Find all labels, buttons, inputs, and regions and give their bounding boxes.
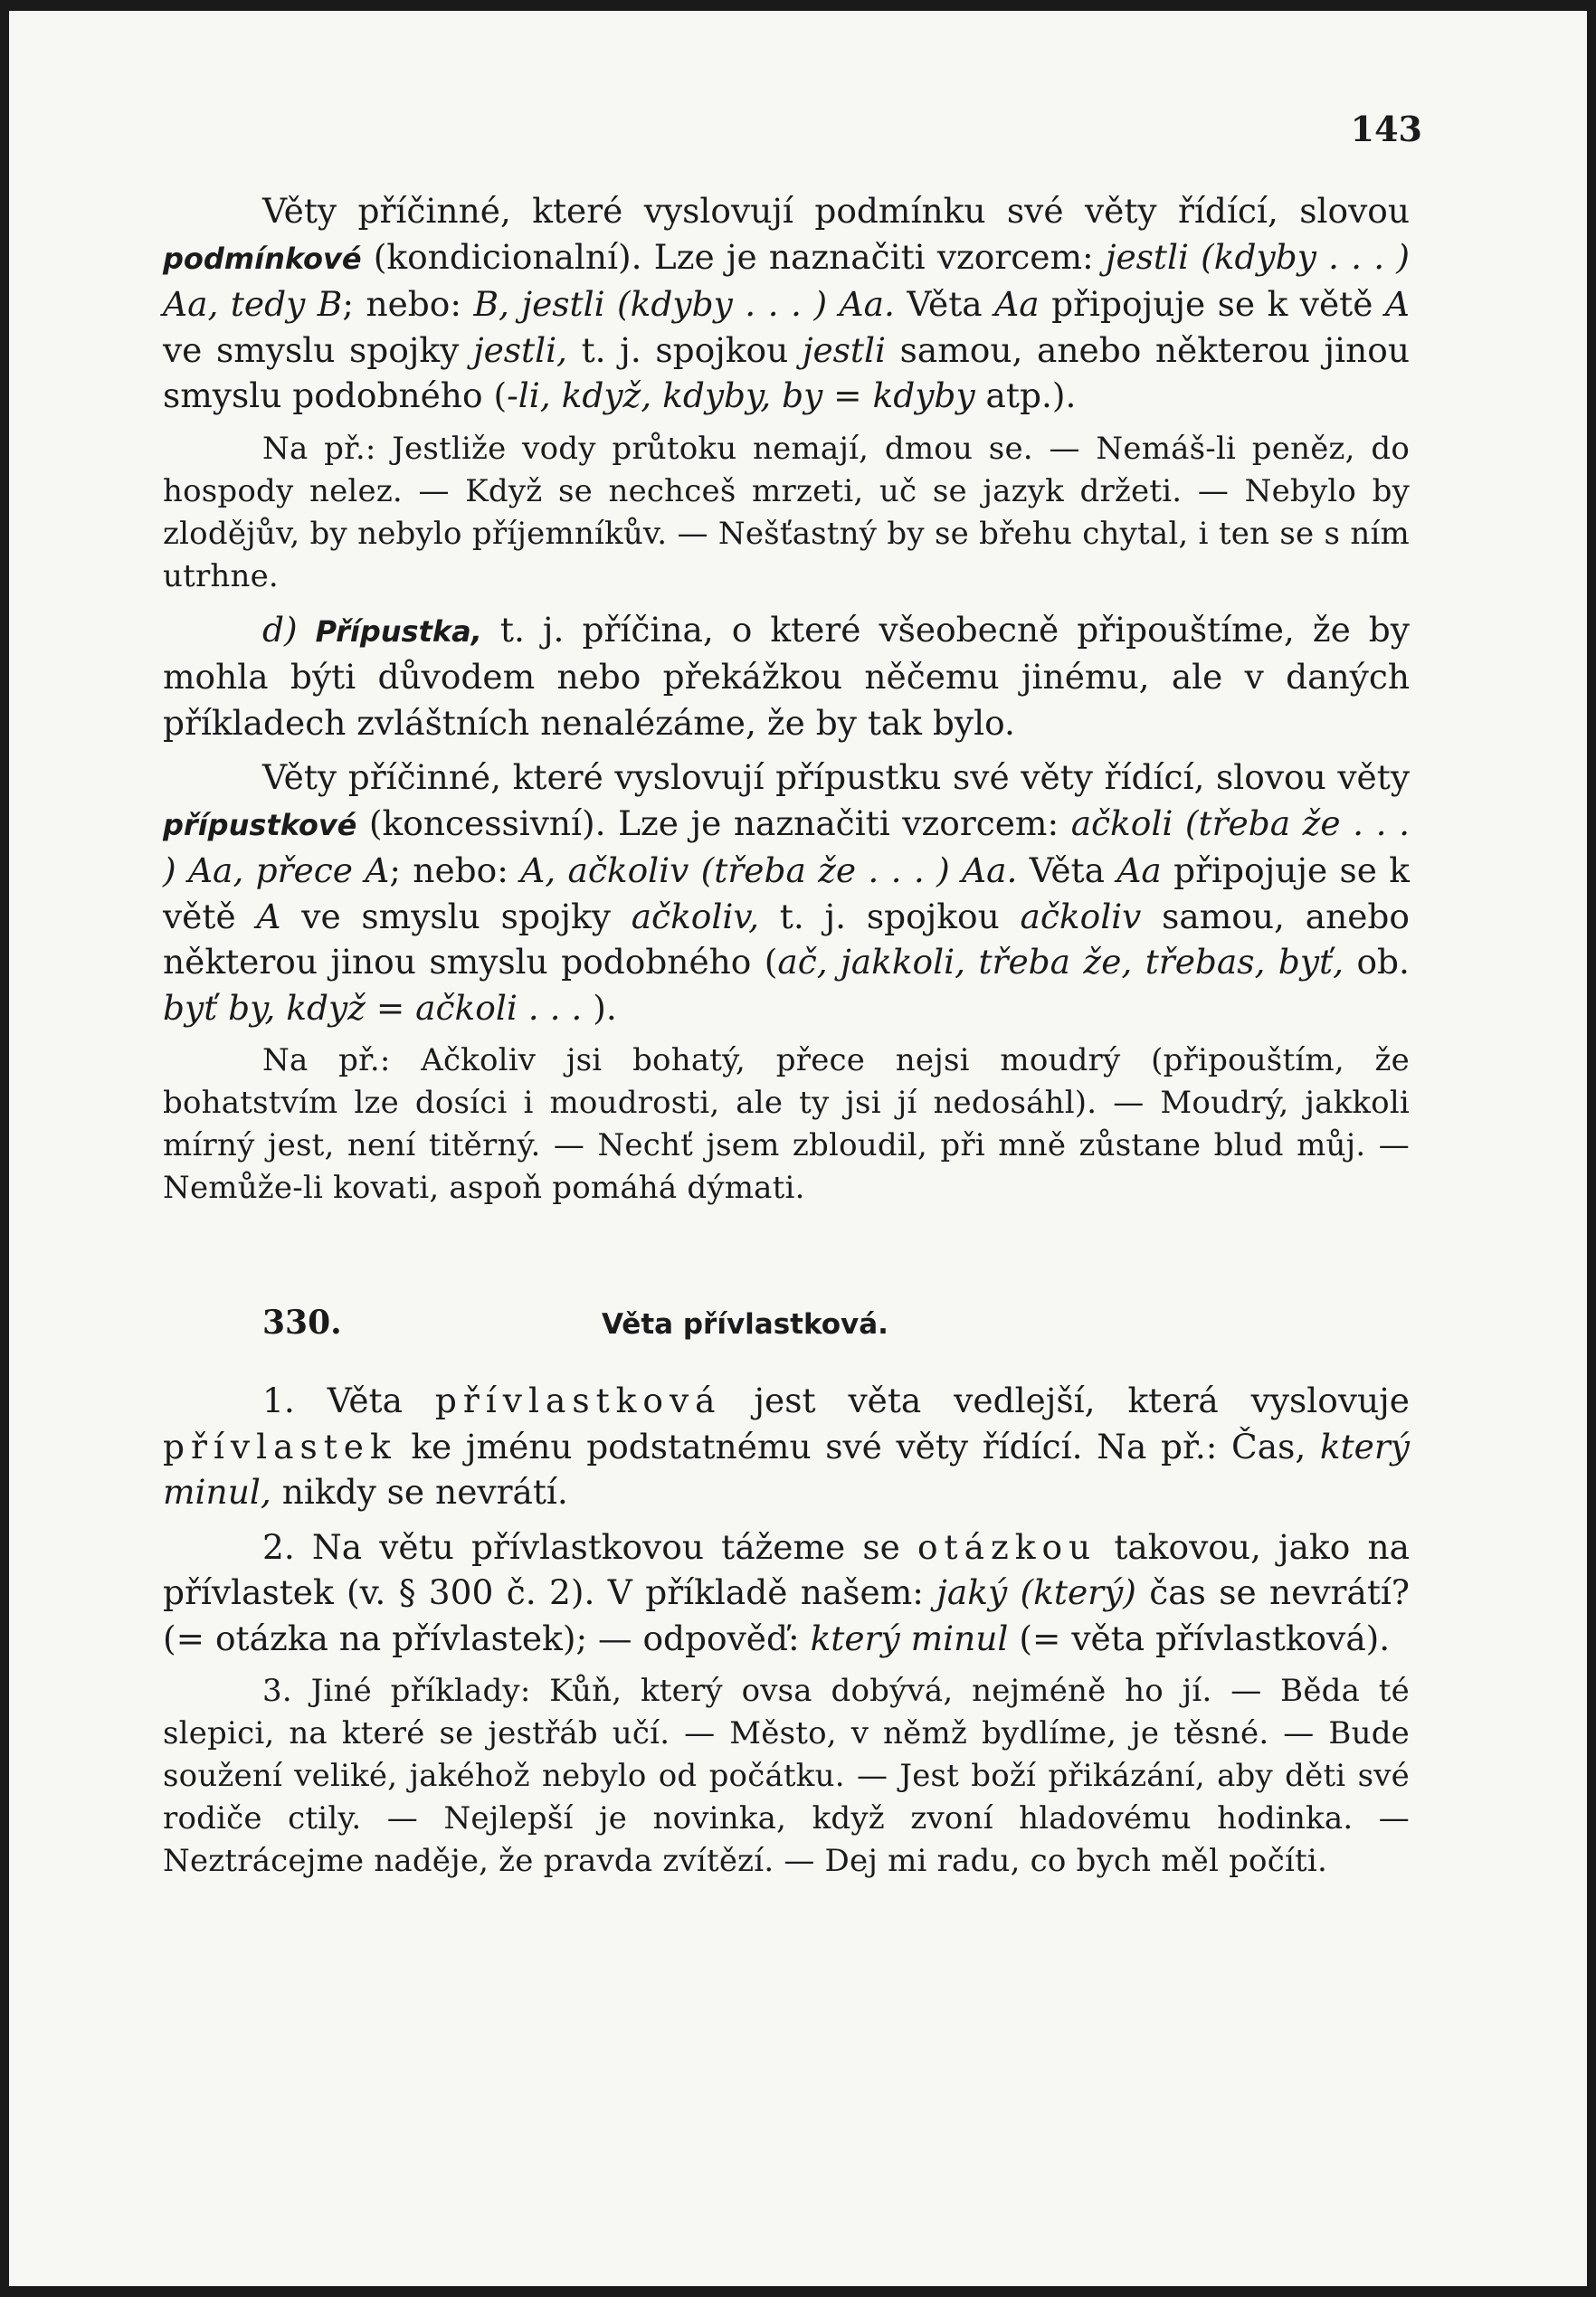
- section-number: 330.: [262, 1304, 342, 1342]
- paragraph-conditional: Věty příčinné, které vyslovují podmínku své věty řídící, slovou podmínkové (kondicionalní). Lze je naznačiti vzorcem: jestli (kdyby . . . ) Aa, tedy B; nebo: B, jestli (kdyby . . . ) Aa. Věta Aa připojuje se k větě A ve smyslu spojky jestli, t. j. spojkou jestli samou, anebo některou jinou smyslu podobného (-li, když, kdyby, by = kdyby atp.).: [163, 191, 1410, 415]
- paragraph-attributive-1: 1. Věta přívlastková jest věta vedlejší, která vyslovuje přívlastek ke jménu podstatnému své věty řídící. Na př.: Čas, který minul, nikdy se nevrátí.: [163, 1381, 1410, 1512]
- formula: B, jestli (kdyby . . . ) Aa.: [473, 284, 895, 324]
- paragraph-attributive-2: 2. Na větu přívlastkovou tážeme se otázkou takovou, jako na přívlastek (v. § 300 č. 2). V příkladě našem: jaký (který) čas se nevrátí? (= otázka na přívlastek); — odpověď: který minul (= věta přívlastková).: [163, 1526, 1410, 1658]
- examples-attributive: 3. Jiné příklady: Kůň, který ovsa dobývá, nejméně ho jí. — Běda té slepici, na které se jestřáb učí. — Město, v němž bydlíme, je těsné. — Bude soužení veliké, jakéhož nebylo od počátku. — Jest boží přikázání, aby děti své rodiče ctily. — Nejlepší je novinka, když zvoní hladovému hodinka. — Neztrácejme naděje, že pravda zvítězí. — Dej mi radu, co bych měl počíti.: [163, 1673, 1410, 1879]
- term-concessive: přípustkové: [163, 807, 357, 842]
- paragraph-concession: d) Přípustka, t. j. příčina, o které všeobecně připouštíme, že by mohla býti důvodem nebo překážkou něčemu jinému, ale v daných příkladech zvláštních nenalézáme, že by tak bylo.: [163, 609, 1410, 743]
- formula: jestli (kdyby . . . ) Aa, tedy B: [163, 236, 1410, 324]
- formula: ačkoli (třeba že . . . ) Aa, přece A: [163, 802, 1410, 890]
- term-concession: Přípustka,: [315, 613, 482, 649]
- book-page: [9, 11, 1587, 2286]
- paragraph-concessive: Věty příčinné, které vyslovují přípustku své věty řídící, slovou věty přípustkové (koncessivní). Lze je naznačiti vzorcem: ačkoli (třeba že . . . ) Aa, přece A; nebo: A, ačkoliv (třeba že . . . ) Aa. Věta Aa připojuje se k větě A ve smyslu spojky ačkoliv, t. j. spojkou ačkoliv samou, anebo některou jinou smyslu podobného (ač, jakkoli, třeba že, třebas, byť, ob. byť by, když = ačkoli . . . ).: [163, 757, 1411, 1028]
- page-number: 143: [1350, 109, 1422, 149]
- spaced-term: otázkou: [917, 1526, 1097, 1567]
- section-title: Věta přívlastková.: [602, 1308, 888, 1341]
- term-conditional: podmínkové: [163, 241, 362, 276]
- spaced-term: přívlastek: [163, 1426, 397, 1466]
- page-text: [163, 188, 1410, 1892]
- section-heading: [163, 1300, 1410, 1351]
- spaced-term: přívlastková: [434, 1381, 722, 1420]
- examples-concessive: Na př.: Ačkoliv jsi bohatý, přece nejsi moudrý (připouštím, že bohatstvím lze dosíci i moudrosti, ale ty jsi jí nedosáhl). — Moudrý, jakkoli mírný jest, není titěrný. — Nechť jsem zbloudil, při mně zůstane blud můj. — Nemůže-li kovati, aspoň pomáhá dýmati.: [163, 1042, 1410, 1206]
- examples-conditional: Na př.: Jestliže vody průtoku nemají, dmou se. — Nemáš-li peněz, do hospody nelez. — Když se nechceš mrzeti, uč se jazyk držeti. — Nebylo by zlodějův, by nebylo příjemníkův. — Nešťastný by se břehu chytal, i ten se s ním utrhne.: [163, 430, 1410, 594]
- formula: A, ačkoliv (třeba že . . . ) Aa.: [520, 850, 1018, 890]
